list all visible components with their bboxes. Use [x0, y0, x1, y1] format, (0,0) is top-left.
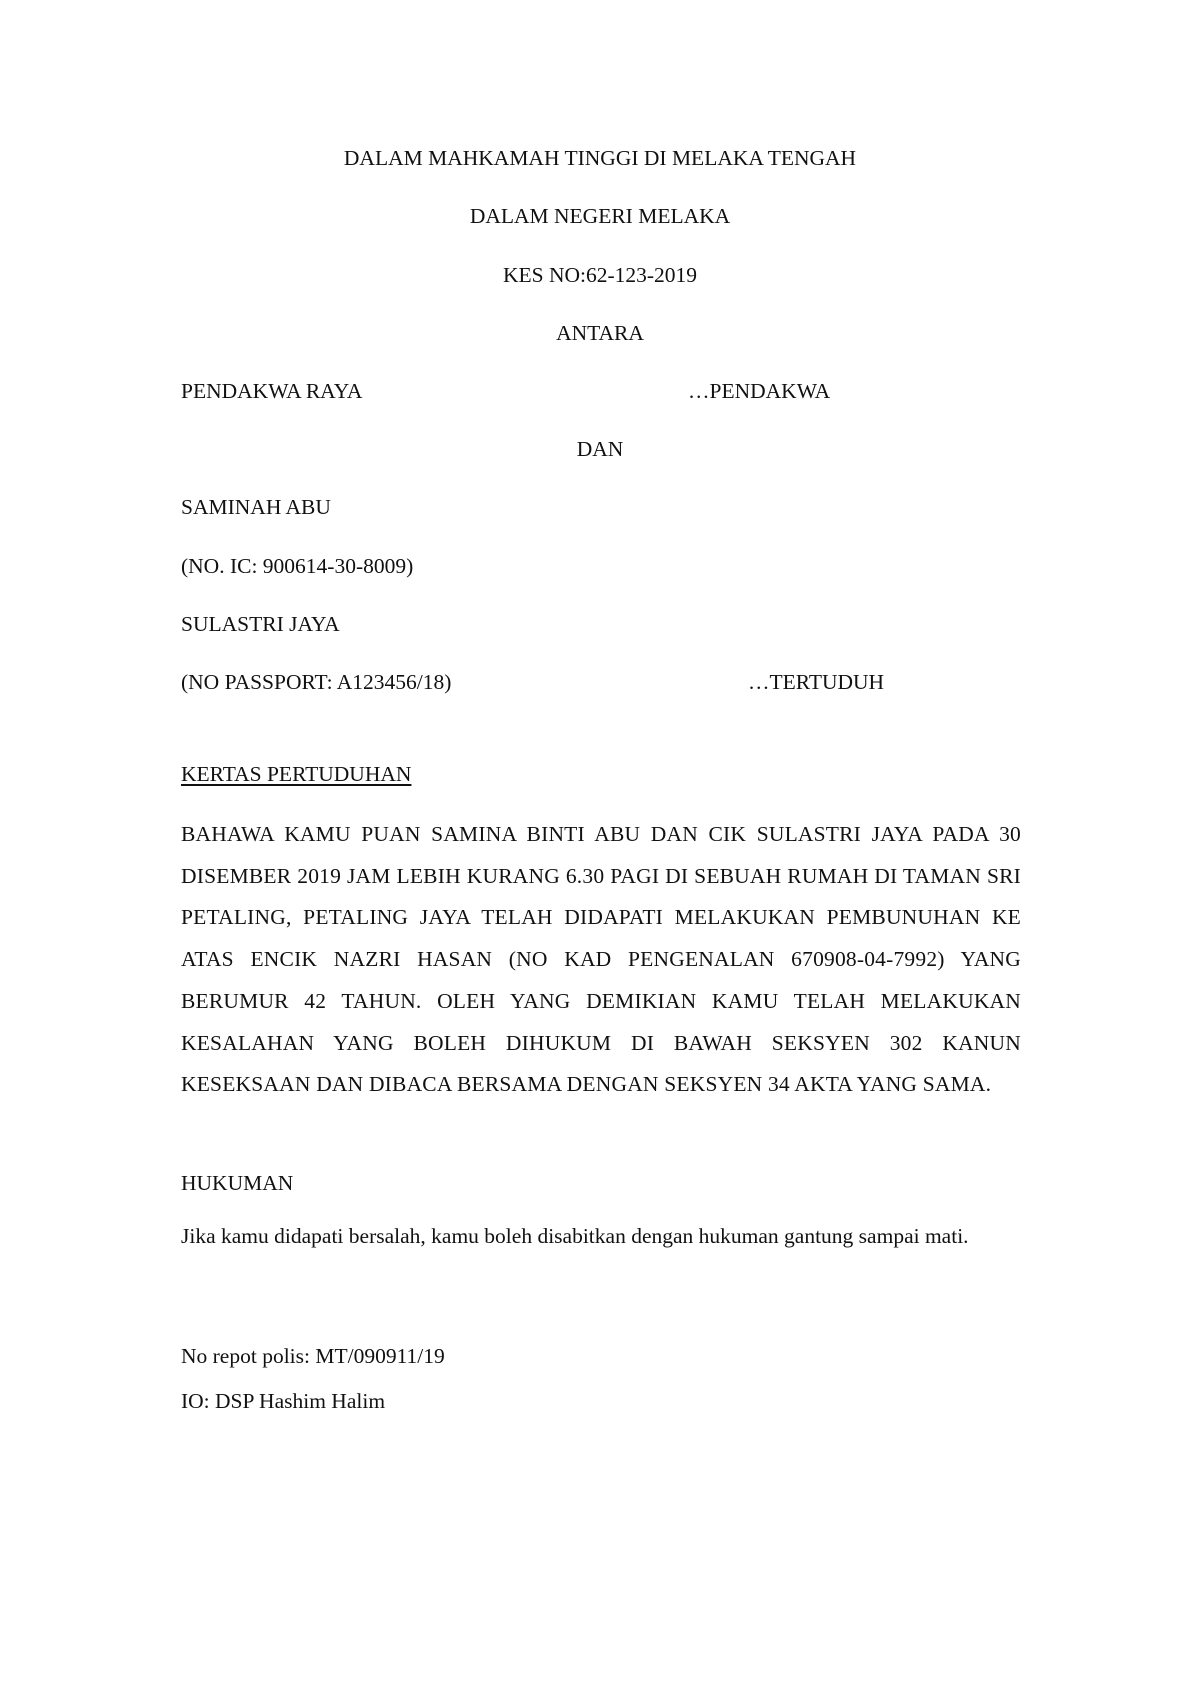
between-label: ANTARA [556, 321, 644, 345]
investigating-officer: IO: DSP Hashim Halim [181, 1389, 386, 1413]
charge-text: BAHAWA KAMU PUAN SAMINA BINTI ABU DAN CIK SULASTRI JAYA PADA 30 DISEMBER 2019 JAM LEBIH KURANG 6.30 PAGI DI SEBUAH RUMAH DI TAMAN SRI PETALING, PETALING JAYA TELAH DIDAPATI MELAKUKAN PEMBUNUHAN KE ATAS ENCIK NAZRI HASAN (NO KAD PENGENALAN 670908-04-7992) YANG BERUMUR 42 TAHUN. OLEH YANG DEMIKIAN KAMU TELAH MELAKUKAN KESALAHAN YANG BOLEH DIHUKUM DI BAWAH SEKSYEN 302 KANUN KESEKSAAN DAN DIBACA BERSAMA DENGAN SEKSYEN 34 AKTA YANG SAMA. [181, 822, 1021, 1097]
accused1-name: SAMINAH ABU [181, 495, 331, 519]
punishment-title: HUKUMAN [181, 1171, 294, 1195]
case-number: KES NO:62-123-2019 [502, 263, 698, 287]
and-label: DAN [576, 437, 624, 461]
prosecutor-name: PENDAKWA RAYA [181, 379, 363, 403]
accused1-id: (NO. IC: 900614-30-8009) [181, 554, 414, 578]
accused-role: …TERTUDUH [748, 670, 885, 694]
charge-title: KERTAS PERTUDUHAN [181, 762, 412, 786]
prosecutor-role: …PENDAKWA [688, 379, 831, 403]
police-report-number: No repot polis: MT/090911/19 [181, 1344, 445, 1368]
state-title: DALAM NEGERI MELAKA [469, 204, 731, 228]
accused2-id: (NO PASSPORT: A123456/18) [181, 670, 452, 694]
court-title: DALAM MAHKAMAH TINGGI DI MELAKA TENGAH [343, 146, 857, 170]
punishment-text: Jika kamu didapati bersalah, kamu boleh disabitkan dengan hukuman gantung sampai mati. [181, 1224, 969, 1248]
accused2-name: SULASTRI JAYA [181, 612, 340, 636]
